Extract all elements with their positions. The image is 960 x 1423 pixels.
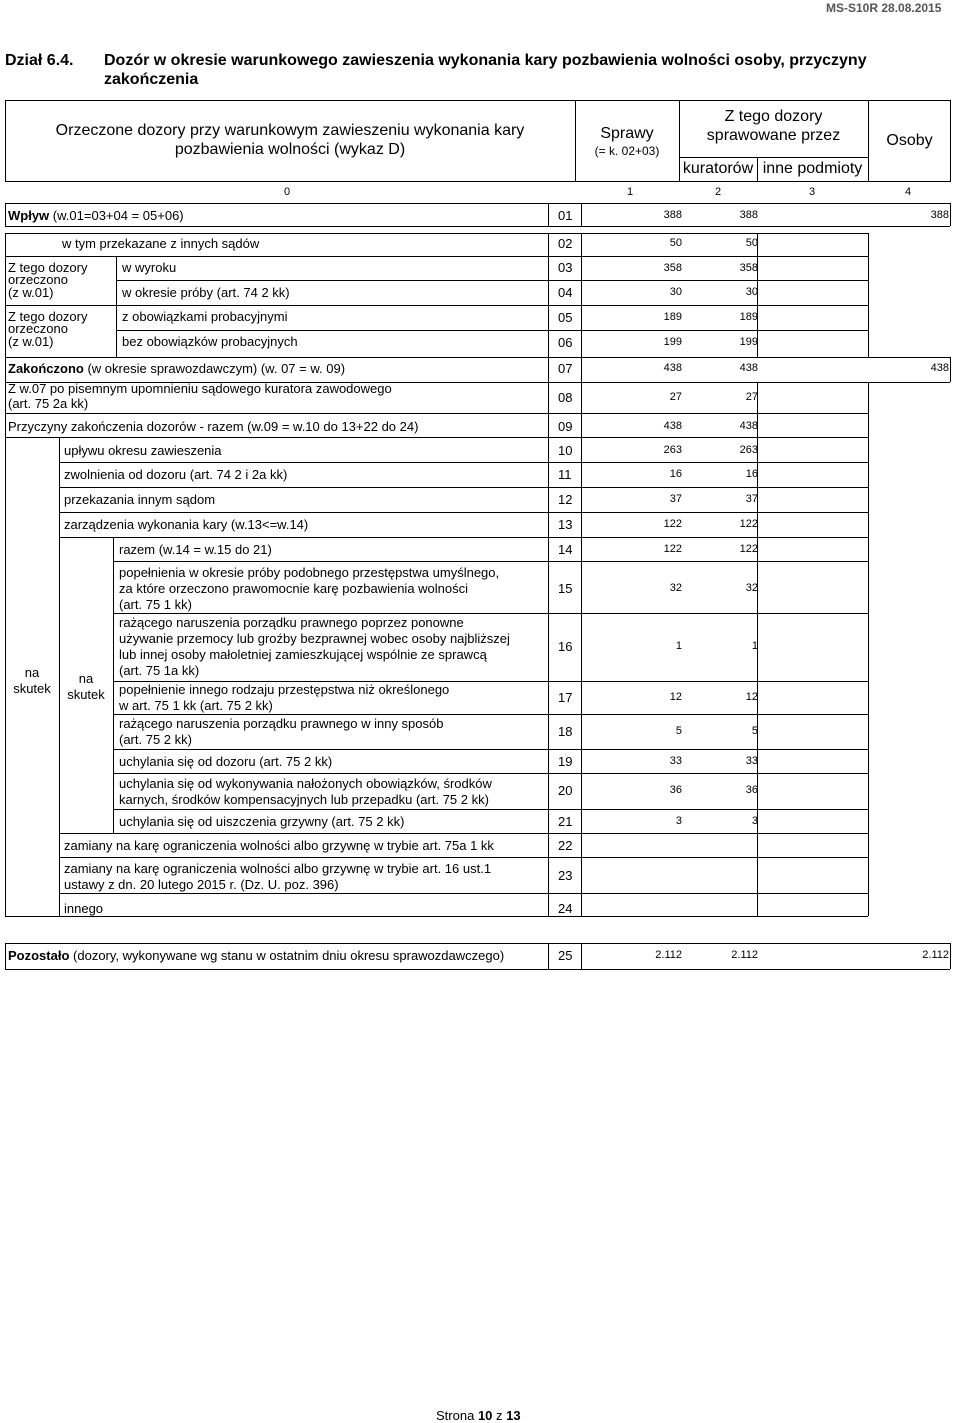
- row12-code: 12: [558, 492, 573, 507]
- row15-label-line2: za które orzeczono prawomocnie karę pozbawienia wolności: [119, 581, 469, 596]
- row20-label-line1: uchylania się od wykonywania nałożonych obowiązków, środków: [119, 776, 492, 791]
- row16-c1: 1: [675, 640, 682, 652]
- row14-code: 14: [558, 542, 573, 557]
- row24-label: innego: [64, 901, 104, 916]
- row16-c2: 1: [751, 640, 758, 652]
- row21-code: 21: [558, 814, 573, 829]
- row14-c1: 122: [663, 543, 682, 555]
- row23-label-line1: zamiany na karę ograniczenia wolności albo grzywnę w trybie art. 16 ust.1: [64, 861, 492, 876]
- header-kuratorow: kuratorów: [682, 160, 754, 177]
- row12-c1: 37: [669, 493, 682, 505]
- row05-c2: 189: [739, 311, 758, 323]
- ztego1-l3: (z w.01): [8, 285, 54, 300]
- row18-c2: 5: [751, 725, 758, 737]
- row16-label-line2: używanie przemocy lub groźby bezprawnej wobec osoby najbliższej: [119, 631, 510, 646]
- row03-code: 03: [558, 260, 573, 275]
- row25-c1: 2.112: [655, 949, 682, 961]
- row07-c1: 438: [663, 362, 682, 374]
- row06-code: 06: [558, 335, 573, 350]
- row25-label: Pozostało (dozory, wykonywane wg stanu w ostatnim dniu okresu sprawozdawczego): [8, 948, 505, 963]
- ztego1-l2: orzeczono: [8, 272, 68, 287]
- row25-code: 25: [558, 948, 573, 963]
- row23-code: 23: [558, 868, 573, 883]
- row19-c1: 33: [669, 755, 682, 767]
- na-skutek-outer-l2: skutek: [13, 681, 51, 696]
- row18-c1: 5: [675, 725, 682, 737]
- row08-c2: 27: [745, 391, 758, 403]
- row07-c4: 438: [930, 362, 949, 374]
- row04-label: w okresie próby (art. 74 2 kk): [122, 285, 290, 300]
- row12-c2: 37: [745, 493, 758, 505]
- row04-c1: 30: [669, 286, 682, 298]
- row17-label-line1: popełnienie innego rodzaju przestępstwa niż określonego: [119, 682, 450, 697]
- row13-c1: 122: [663, 518, 682, 530]
- row01-c2: 388: [739, 209, 758, 221]
- row16-label-line3: lub innej osoby małoletniej zamieszkującej wspólnie ze sprawcą: [119, 647, 487, 662]
- row07-label: Zakończono (w okresie sprawozdawczym) (w. 07 = w. 09): [8, 361, 346, 376]
- header-ztego-line2: sprawowane przez: [706, 127, 841, 144]
- ztego2-l2: orzeczono: [8, 321, 68, 336]
- row10-label: upływu okresu zawieszenia: [64, 443, 222, 458]
- row25-c2: 2.112: [731, 949, 758, 961]
- na-skutek-inner-l1: na: [78, 671, 94, 686]
- row15-label-line1: popełnienia w okresie próby podobnego przestępstwa umyślnego,: [119, 565, 500, 580]
- ztego2-l1: Z tego dozory: [8, 309, 88, 324]
- row12-label: przekazania innym sądom: [64, 492, 216, 507]
- row18-label-line1: rażącego naruszenia porządku prawnego w inny sposób: [119, 716, 444, 731]
- row06-c1: 199: [663, 336, 682, 348]
- ztego1-l1: Z tego dozory: [8, 260, 88, 275]
- row03-c1: 358: [663, 262, 682, 274]
- row15-c1: 32: [669, 582, 682, 594]
- row21-c2: 3: [751, 815, 758, 827]
- row11-code: 11: [558, 467, 572, 482]
- row07-c2: 438: [739, 362, 758, 374]
- row08-code: 08: [558, 390, 573, 405]
- row07-code: 07: [558, 361, 573, 376]
- section-title-line2: zakończenia: [104, 71, 199, 88]
- row19-c2: 33: [745, 755, 758, 767]
- row11-c2: 16: [745, 468, 758, 480]
- row17-c2: 12: [745, 691, 758, 703]
- row18-label-line2: (art. 75 2 kk): [119, 732, 192, 747]
- row19-label: uchylania się od dozoru (art. 75 2 kk): [119, 754, 333, 769]
- row16-label-line4: (art. 75 1a kk): [119, 663, 200, 678]
- row01-c1: 388: [663, 209, 682, 221]
- row08-label-line2: (art. 75 2a kk): [8, 396, 89, 411]
- header-main-line2: pozbawienia wolności (wykaz D): [174, 141, 406, 158]
- col-num-4: 4: [905, 186, 912, 198]
- row13-code: 13: [558, 517, 573, 532]
- row17-code: 17: [558, 690, 573, 705]
- row08-c1: 27: [669, 391, 682, 403]
- row02-c1: 50: [669, 237, 682, 249]
- row20-label-line2: karnych, środków kompensacyjnych lub przepadku (art. 75 2 kk): [119, 792, 489, 807]
- row17-label-line2: w art. 75 1 kk (art. 75 2 kk): [119, 698, 273, 713]
- section-number: Dział 6.4.: [5, 52, 74, 69]
- row18-code: 18: [558, 724, 573, 739]
- header-osoby: Osoby: [886, 132, 933, 149]
- row02-code: 02: [558, 236, 573, 251]
- row10-c1: 263: [663, 444, 682, 456]
- row02-label: w tym przekazane z innych sądów: [62, 236, 260, 251]
- row11-c1: 16: [669, 468, 682, 480]
- row14-label: razem (w.14 = w.15 do 21): [119, 542, 272, 557]
- row21-c1: 3: [675, 815, 682, 827]
- header-sprawy-sub: (= k. 02+03): [594, 144, 660, 158]
- col-num-2: 2: [715, 186, 722, 198]
- row21-label: uchylania się od uiszczenia grzywny (art. 75 2 kk): [119, 814, 405, 829]
- row09-label: Przyczyny zakończenia dozorów - razem (w.09 = w.10 do 13+22 do 24): [8, 419, 419, 434]
- row04-code: 04: [558, 285, 573, 300]
- col-num-0: 0: [284, 186, 291, 198]
- na-skutek-outer-l1: na: [24, 665, 40, 680]
- page-footer: Strona 10 z 13: [436, 1408, 521, 1423]
- row08-label-line1: Z w.07 po pisemnym upomnieniu sądowego kuratora zawodowego: [8, 381, 392, 396]
- row20-code: 20: [558, 783, 573, 798]
- row01-code: 01: [558, 208, 573, 223]
- row04-c2: 30: [745, 286, 758, 298]
- col-num-3: 3: [809, 186, 816, 198]
- row20-c1: 36: [669, 784, 682, 796]
- ztego2-l3: (z w.01): [8, 334, 54, 349]
- header-sprawy: Sprawy: [600, 125, 654, 142]
- header-ztego-line1: Z tego dozory: [724, 108, 823, 125]
- row15-c2: 32: [745, 582, 758, 594]
- row19-code: 19: [558, 754, 573, 769]
- row15-label-line3: (art. 75 1 kk): [119, 597, 192, 612]
- row15-code: 15: [558, 581, 573, 596]
- row09-code: 09: [558, 419, 573, 434]
- row10-code: 10: [558, 443, 573, 458]
- row05-code: 05: [558, 310, 573, 325]
- row17-c1: 12: [669, 691, 682, 703]
- row16-code: 16: [558, 639, 573, 654]
- row06-label: bez obowiązków probacyjnych: [122, 334, 298, 349]
- form-id: MS-S10R 28.08.2015: [826, 1, 942, 15]
- section-title-line1: Dozór w okresie warunkowego zawieszenia wykonania kary pozbawienia wolności osoby, przyczyny: [104, 52, 867, 69]
- row13-label: zarządzenia wykonania kary (w.13<=w.14): [64, 517, 309, 532]
- row06-c2: 199: [739, 336, 758, 348]
- row13-c2: 122: [739, 518, 758, 530]
- row03-label: w wyroku: [122, 260, 177, 275]
- row03-c2: 358: [739, 262, 758, 274]
- row20-c2: 36: [745, 784, 758, 796]
- row09-c1: 438: [663, 420, 682, 432]
- na-skutek-inner-l2: skutek: [67, 687, 105, 702]
- row14-c2: 122: [739, 543, 758, 555]
- header-inne: inne podmioty: [762, 160, 863, 177]
- row23-label-line2: ustawy z dn. 20 lutego 2015 r. (Dz. U. poz. 396): [64, 877, 339, 892]
- row02-c2: 50: [745, 237, 758, 249]
- header-main-line1: Orzeczone dozory przy warunkowym zawieszeniu wykonania kary: [55, 122, 525, 139]
- row10-c2: 263: [739, 444, 758, 456]
- row05-c1: 189: [663, 311, 682, 323]
- row11-label: zwolnienia od dozoru (art. 74 2 i 2a kk): [64, 467, 288, 482]
- row22-label: zamiany na karę ograniczenia wolności albo grzywnę w trybie art. 75a 1 kk: [64, 838, 494, 853]
- row09-c2: 438: [739, 420, 758, 432]
- row01-c4: 388: [930, 209, 949, 221]
- row25-c4: 2.112: [922, 949, 949, 961]
- col-num-1: 1: [627, 186, 634, 198]
- row16-label-line1: rażącego naruszenia porządku prawnego poprzez ponowne: [119, 615, 464, 630]
- row05-label: z obowiązkami probacyjnymi: [122, 309, 288, 324]
- row24-code: 24: [558, 901, 573, 916]
- row01-label: Wpływ (w.01=03+04 = 05+06): [8, 208, 184, 223]
- row22-code: 22: [558, 838, 573, 853]
